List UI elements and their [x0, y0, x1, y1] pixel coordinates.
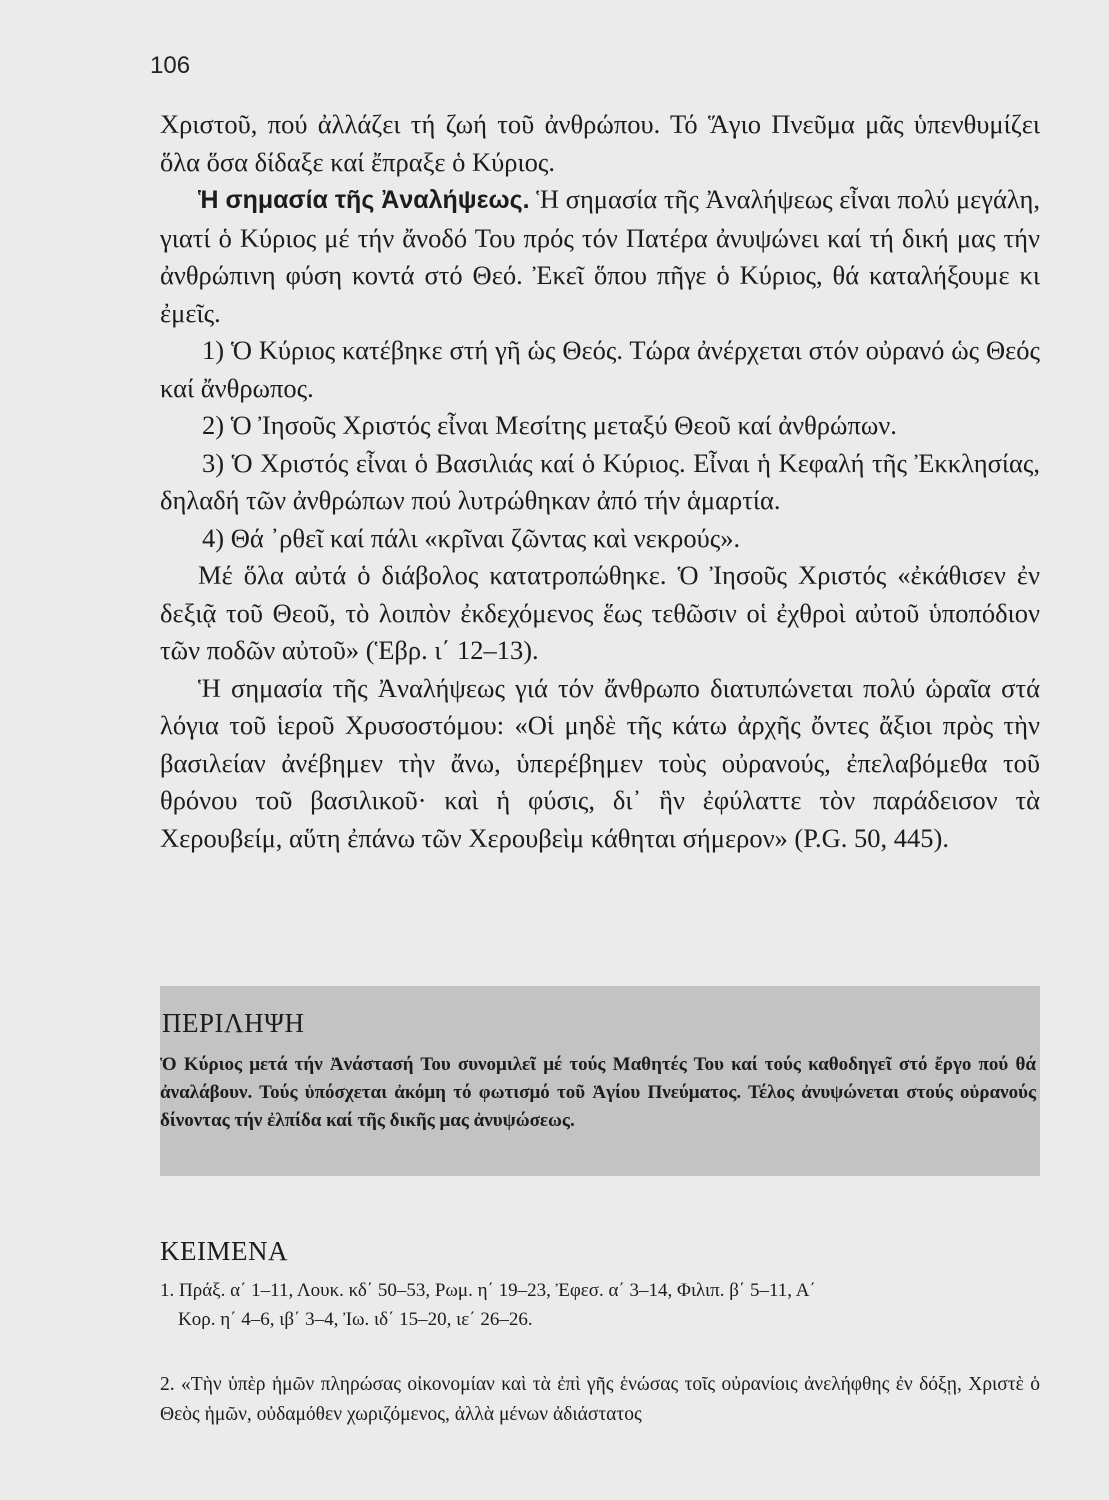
list-item-1: 1) Ὁ Κύριος κατέβηκε στή γῆ ὡς Θεός. Τώρα ἀνέρχεται στόν οὐρανό ὡς Θεός καί ἄνθρωπος. — [160, 335, 1040, 403]
paragraph-ascension-significance — [160, 181, 1040, 332]
list-item-2: 2) Ὁ Ἰησοῦς Χριστός εἶναι Μεσίτης μεταξύ Θεοῦ καί ἀνθρώπων. — [202, 410, 897, 440]
reference-2-quote: 2. «Τὴν ὑπὲρ ἡμῶν πληρώσας οἰκονομίαν καὶ τὰ ἐπὶ γῆς ἑνώσας τοῖς οὐρανίοις ἀνελήφθης ἐν δόξῃ, Χριστὲ ὁ Θεὸς ἡμῶν, οὐδαμόθεν χωριζόμενος, ἀλλὰ μένων ἀδιάστατος — [160, 1374, 1040, 1425]
summary-text — [160, 1051, 1040, 1135]
reference-1-line-2: Κορ. η΄ 4–6, ιβ΄ 3–4, Ἰω. ιδ΄ 15–20, ιε΄ 26–26. — [178, 1309, 533, 1330]
reference-1 — [160, 1276, 1040, 1334]
paragraph-intro: Χριστοῦ, πού ἀλλάζει τή ζωή τοῦ ἀνθρώπου. Τό Ἅγιο Πνεῦμα μᾶς ὑπενθυμίζει ὅλα ὅσα δίδαξε καί ἔπραξε ὁ Κύριος. — [160, 109, 1040, 177]
list-item-4: 4) Θά ᾽ρθεῖ καί πάλι «κρῖναι ζῶντας καὶ νεκρούς». — [202, 522, 741, 553]
reference-1-line-1: 1. Πράξ. α΄ 1–11, Λουκ. κδ΄ 50–53, Ρωμ. η΄ 19–23, Ἐφεσ. α΄ 3–14, Φιλιπ. β΄ 5–11, Α΄ — [160, 1280, 816, 1301]
main-text — [160, 106, 1040, 857]
texts-title: ΚΕΙΜΕΝΑ — [160, 1236, 288, 1266]
summary-title: ΠΕΡΙΛΗΨΗ — [162, 1008, 305, 1038]
paragraph-devil-defeated: Μέ ὅλα αὐτά ὁ διάβολος κατατροπώθηκε. Ὁ Ἰησοῦς Χριστός «ἐκάθισεν ἐν δεξιᾷ τοῦ Θεοῦ, τὸ λοιπὸν ἐκδεχόμενος ἕως τεθῶσιν οἱ ἐχθροὶ αὐτοῦ ὑποπόδιον τῶν ποδῶν αὐτοῦ» (Ἑβρ. ι΄ 12–13). — [160, 560, 1040, 665]
summary-box — [160, 986, 1040, 1176]
paragraph-ascension-text: Ἡ σημασία τῆς Ἀναλήψεως εἶναι πολύ μεγάλη, γιατί ὁ Κύριος μέ τήν ἄνοδό Του πρός τόν Πατέρα ἀνυψώνει καί τή δική μας τήν ἀνθρώπινη φύση κοντά στό Θεό. Ἐκεῖ ὅπου πῆγε ὁ Κύριος, θά καταλήξουμε κι ἐμεῖς. — [160, 184, 1041, 328]
paragraph-chrysostom: Ἡ σημασία τῆς Ἀναλήψεως γιά τόν ἄνθρωπο διατυπώνεται πολύ ὡραῖα στά λόγια τοῦ ἱεροῦ Χρυσοστόμου: «Οἱ μηδὲ τῆς κάτω ἀρχῆς ὄντες ἄξιοι πρὸς τὴν βασιλείαν ἀνέβημεν τὴν ἄνω, ὑπερέβημεν τοὺς οὐρανούς, ἐπελαβόμεθα τοῦ θρόνου τοῦ βασιλικοῦ· καὶ ἡ φύσις, δι᾽ ἣν ἐφύλαττε τὸν παράδεισον τὰ Χερουβείμ, αὕτη ἐπάνω τῶν Χερουβεὶμ κάθηται σήμερον» (P.G. 50, 445). — [160, 672, 1040, 853]
page-number: 106 — [150, 52, 191, 79]
references — [160, 1276, 1040, 1334]
summary-body: Ὁ Κύριος μετά τήν Ἀνάστασή Του συνομιλεῖ μέ τούς Μαθητές Του καί τούς καθοδηγεῖ στό ἔργο πού θά ἀναλάβουν. Τούς ὑπόσχεται ἀκόμη τό φωτισμό τοῦ Ἁγίου Πνεύματος. Τέλος ἀνυψώνεται στούς οὐρανούς δίνοντας τήν ἐλπίδα καί τῆς δικῆς μας ἀνυψώσεως. — [160, 1054, 1036, 1131]
list-item-3: 3) Ὁ Χριστός εἶναι ὁ Βασιλιάς καί ὁ Κύριος. Εἶναι ἡ Κεφαλή τῆς Ἐκκλησίας, δηλαδή τῶν ἀνθρώπων πού λυτρώθηκαν ἀπό τήν ἁμαρτία. — [160, 447, 1040, 515]
section-heading: Ἡ σημασία τῆς Ἀναλήψεως. — [198, 186, 530, 214]
